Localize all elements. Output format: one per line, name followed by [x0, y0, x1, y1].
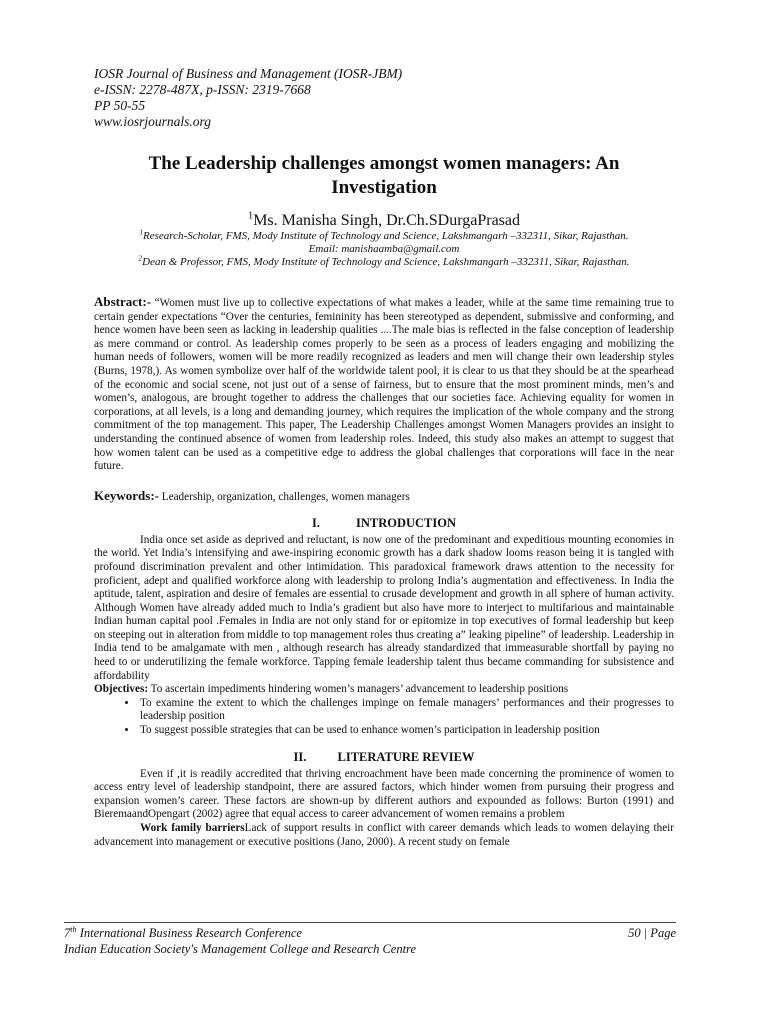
keywords: [94, 488, 674, 504]
author-email[interactable]: Email: manishaamba@gmail.com: [308, 243, 460, 255]
conference-name: [64, 925, 302, 941]
section-heading-literature-review: [94, 750, 674, 765]
journal-url[interactable]: www.iosrjournals.org: [94, 114, 212, 129]
literature-paragraph-1: Even if ,it is readily accredited that thriving encroachment have been made concerning the prominence of women to access entry level of leadership standpoint, there are assured factors, which hinder women from pursuing their progress and expansion women’s career. These factors are shown-up by different authors and expounded as follows: Burton (1991) and BieremaandOpengart (2002) agree that equal access to career advancement of women remains a problem: [94, 767, 674, 821]
abstract-text: “Women must live up to collective expectations of what makes a leader, while at the same time remaining true to certain gender expectations “Over the centuries, femininity has been stereotyped as dependent, submissive and conforming, and hence women have been seen as lacking in leadership qualities ....The male bias is reflected in the false conception of leadership as mere command or control. As leadership comes properly to be seen as a process of leaders engaging and mobilizing the human needs of followers, women will be more readily recognized as leaders and men will change their own leadership styles (Burns, 1978,). As women symbolize over half of the worldwide talent pool, it is clear to us that they should be at the spearhead of the economic and social scene, not just out of a sense of fairness, but to ensure that the most prominent minds, men’s and women’s, analogous, are brought together to address the challenges that our societies face. Achieving equality for women in corporations, at all levels, is a long and demanding journey, which requires the implication of the whole company and the strong commitment of the top management. This paper, The Leadership Challenges amongst Women Managers provides an insight to understanding the continued absence of women from leadership roles. Indeed, this study also makes an attempt to suggest that how women talent can be used as a competitive edge to address the global challenges that corporations will face in the near future.: [94, 297, 675, 473]
journal-issn: e-ISSN: 2278-487X, p-ISSN: 2319-7668: [94, 82, 311, 97]
journal-pages: PP 50-55: [94, 98, 146, 113]
objectives: [94, 683, 674, 697]
conference-sup: th: [70, 924, 77, 934]
keywords-label: Keywords:-: [94, 487, 159, 503]
paper-page: [94, 66, 674, 849]
journal-header: [94, 66, 674, 130]
page-footer: [64, 922, 676, 957]
list-item: • To suggest possible strategies that can be used to enhance women’s participation in leadership position: [138, 724, 674, 738]
conference-number: 7: [64, 926, 71, 940]
college-name: Indian Education Society's Management College and Research Centre: [64, 942, 417, 956]
objectives-list: [94, 697, 674, 738]
affiliation-1-text: Research-Scholar, FMS, Mody Institute of Technology and Science, Lakshmangarh –332311, Sikar, Rajasthan.: [143, 230, 629, 242]
objectives-label: Objectives:: [94, 683, 149, 696]
literature-paragraph-2: [94, 822, 674, 849]
affiliation-2: [94, 256, 674, 269]
page-number: 50 | Page: [628, 926, 676, 940]
paper-title: The Leadership challenges amongst women managers: An Investigation: [148, 153, 620, 198]
intro-paragraph: India once set aside as deprived and reluctant, is now one of the predominant and expeditious mounting economies in the world. Yet India’s intensifying and awe-inspiring economic growth has a dark shadow looms reason being it is tangled with profound discrimination prevalent and other intimidation. This paradoxical framework draws attention to the necessity for proficient, adept and qualified workforce along with leadership to prolong India’s augmentation and effectiveness. In India the aptitude, talent, aspiration and desire of females are essential to crusade development and growth in all sphere of human activity. Although Women have already added much to India’s gradient but also have more to interject to multifarious and maintainable Indian human capital pool .Females in India are not only stand for or epitomize in top executives of formal leadership but keep on steeping out in alteration from middle to top management roles thus creating a” leaking pipeline” of leadership. Leadership in India tend to be amalgamate with men , although research has already standardized that immeasurable shortfall by paying no heed to or underutilizing the female workforce. Tapping female leadership talent thus became commanding for subsistence and affordability: [94, 533, 674, 682]
footer-row: [64, 925, 676, 941]
conference-title: International Business Research Conference: [76, 926, 302, 940]
affiliation-1-sup: 1: [139, 228, 144, 237]
abstract-label: Abstract:-: [94, 294, 152, 309]
section-heading-introduction: [94, 516, 674, 531]
list-item: • To examine the extent to which the challenges impinge on female managers’ performances and their progresses to leadership position: [138, 697, 674, 724]
section-number: I.: [311, 515, 320, 530]
journal-name: IOSR Journal of Business and Management (IOSR-JBM): [94, 66, 403, 81]
work-family-barriers-text: Lack of support results in conflict with career demands which leads to women delaying their advancement into management or executive positions (Jano, 2000). A recent study on female: [94, 822, 674, 848]
author-names: Ms. Manisha Singh, Dr.Ch.SDurgaPrasad: [253, 212, 521, 229]
keywords-text: Leadership, organization, challenges, women managers: [161, 490, 410, 503]
affiliation-2-text: Dean & Professor, FMS, Mody Institute of Technology and Science, Lakshmangarh –332311, Sikar, Rajasthan.: [142, 256, 630, 268]
affiliation-2-sup: 2: [138, 254, 143, 263]
work-family-barriers-heading: Work family barriers: [140, 822, 245, 834]
author-sup: 1: [247, 210, 254, 222]
section-number: II.: [293, 749, 307, 764]
affiliation-1: [94, 230, 674, 243]
author-line: [94, 212, 674, 230]
section-title: LITERATURE REVIEW: [337, 749, 475, 764]
section-title: INTRODUCTION: [355, 515, 456, 530]
abstract: [94, 295, 674, 474]
objectives-text: To ascertain impediments hindering women’s managers’ advancement to leadership positions: [150, 683, 569, 696]
